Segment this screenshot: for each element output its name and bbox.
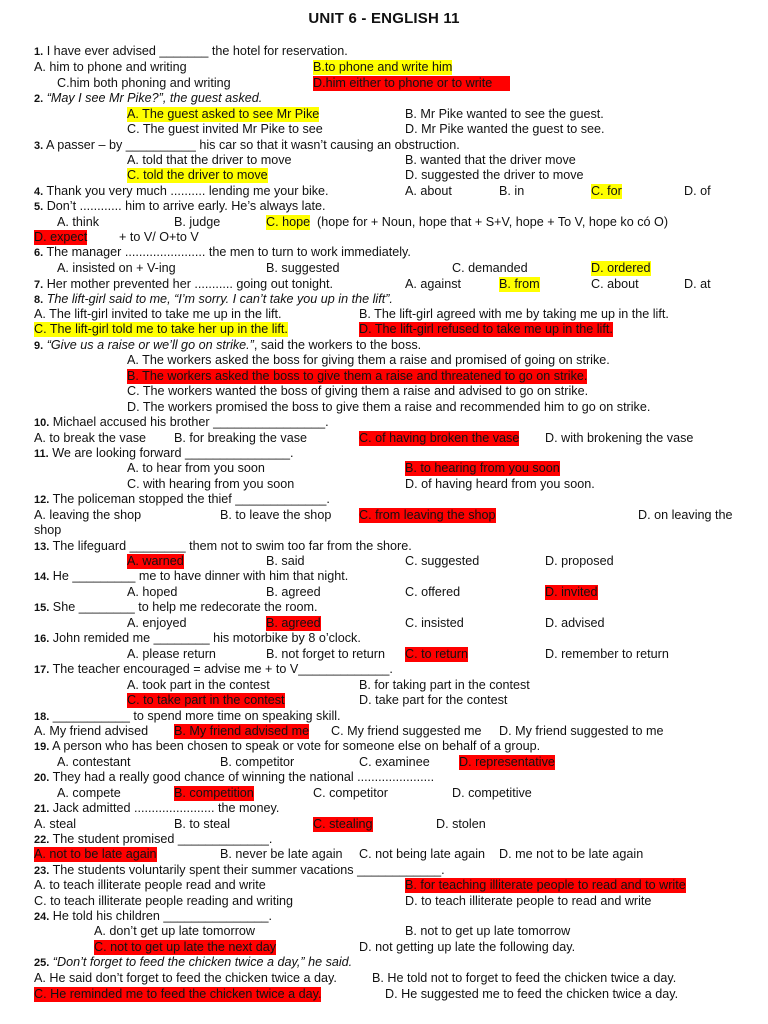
question-text: Michael accused his brother ________________. [52, 415, 329, 429]
option[interactable]: B. to steal [174, 817, 231, 831]
option[interactable]: B. wanted that the driver move [405, 153, 576, 167]
question-number: 3. [34, 140, 44, 152]
option[interactable]: B. not to get up late tomorrow [405, 924, 571, 938]
question-5-stem [34, 199, 325, 215]
option-highlight-red[interactable]: B. competition [174, 786, 254, 800]
question-17-stem [34, 662, 393, 678]
option[interactable]: D. The workers promised the boss to give them a raise and recommended him to go on strike. [127, 400, 651, 414]
option[interactable]: A. told that the driver to move [127, 153, 292, 167]
option[interactable]: A. He said don’t forget to feed the chicken twice a day. [34, 971, 337, 985]
option[interactable]: C. with hearing from you soon [127, 477, 295, 491]
question-text: The lift-girl said to me, “I’m sorry. I can’t take you up in the lift”. [46, 292, 393, 306]
option[interactable]: B. for breaking the vase [174, 431, 308, 445]
question-number: 21. [34, 803, 50, 815]
question-number: 9. [34, 340, 44, 352]
option[interactable]: A. contestant [57, 755, 131, 769]
question-11-stem [34, 446, 294, 462]
option[interactable]: B. to leave the shop [220, 508, 332, 522]
option[interactable]: B. for taking part in the contest [359, 678, 530, 692]
question-number: 6. [34, 247, 44, 259]
option[interactable]: A. to break the vase [34, 431, 147, 445]
question-text: He told his children _______________. [52, 909, 272, 923]
question-text: A passer – by __________ his car so that it wasn’t causing an obstruction. [46, 138, 460, 152]
question-20-stem [34, 770, 434, 786]
option-wrap: shop [34, 523, 62, 537]
option-highlight-red[interactable]: C. not to get up late the next day [94, 940, 277, 954]
option[interactable]: D. take part for the contest [359, 693, 508, 707]
option[interactable]: D. me not to be late again [499, 847, 644, 861]
question-text: I have ever advised _______ the hotel for reservation. [46, 44, 348, 58]
option-highlight-red[interactable]: B. for teaching illiterate people to read and to write [405, 878, 686, 892]
question-text: Thank you very much .......... lending me your bike. [46, 184, 329, 198]
option-highlight-red[interactable]: B. The workers asked the boss to give them a raise and threatened to go on strike. [127, 369, 588, 383]
option[interactable]: B. Mr Pike wanted to see the guest. [405, 107, 604, 121]
question-6-stem [34, 245, 411, 261]
option[interactable]: C. suggested [405, 554, 480, 568]
option[interactable]: D. suggested the driver to move [405, 168, 584, 182]
question-24-stem [34, 909, 272, 925]
question-number: 4. [34, 186, 44, 198]
option-highlight-red[interactable]: B. to hearing from you soon [405, 461, 560, 475]
option-highlight-yellow[interactable]: C. for [591, 184, 622, 198]
option-highlight-yellow[interactable]: D. ordered [591, 261, 651, 275]
option[interactable]: A. him to phone and writing [34, 60, 187, 74]
question-8-stem [34, 292, 393, 308]
option-highlight-red[interactable]: B. My friend advised me [174, 724, 310, 738]
option-highlight-red[interactable]: C. from leaving the shop [359, 508, 496, 522]
option[interactable]: B. not forget to return [266, 647, 386, 661]
option-highlight-red[interactable]: D. representative [459, 755, 555, 769]
option[interactable]: A. steal [34, 817, 76, 831]
question-number: 24. [34, 911, 50, 923]
question-number: 14. [34, 571, 50, 583]
question-number: 18. [34, 711, 50, 723]
option[interactable]: B. judge [174, 215, 221, 229]
option[interactable]: B. said [266, 554, 305, 568]
option[interactable]: C. about [591, 277, 639, 291]
question-13-stem [34, 539, 412, 555]
question-3-stem [34, 138, 460, 154]
option-highlight-red[interactable]: B. agreed [266, 616, 321, 630]
option-highlight-red[interactable]: A. warned [127, 554, 184, 568]
option[interactable]: D. not getting up late the following day. [359, 940, 576, 954]
option[interactable]: C. not being late again [359, 847, 486, 861]
option[interactable]: C. The guest invited Mr Pike to see [127, 122, 323, 136]
option[interactable]: C. My friend suggested me [331, 724, 482, 738]
question-18-stem [34, 709, 341, 725]
question-text: John remided me ________ his motorbike by 8 o’clock. [52, 631, 361, 645]
question-text: She ________ to help me redecorate the room. [52, 600, 318, 614]
option[interactable]: A. don’t get up late tomorrow [94, 924, 256, 938]
option-highlight-red[interactable]: D. The lift-girl refused to take me up in the lift. [359, 322, 613, 336]
question-1-stem [34, 44, 348, 60]
question-text: “Don’t forget to feed the chicken twice a day,” he said. [52, 955, 353, 969]
question-16-stem [34, 631, 361, 647]
option[interactable]: D. advised [545, 616, 605, 630]
option[interactable]: B. agreed [266, 585, 321, 599]
question-number: 5. [34, 201, 44, 213]
option-highlight-red[interactable]: D. invited [545, 585, 598, 599]
grammar-note: + to V/ O+to V [119, 230, 199, 244]
question-text: , said the workers to the boss. [253, 338, 422, 352]
option[interactable]: A. The workers asked the boss for giving them a raise and promised of going on strike. [127, 353, 610, 367]
option[interactable]: D. to teach illiterate people to read and write [405, 894, 652, 908]
question-number: 15. [34, 602, 50, 614]
option[interactable]: D. My friend suggested to me [499, 724, 664, 738]
option-highlight-red[interactable]: C. He reminded me to feed the chicken twice a day. [34, 987, 322, 1001]
question-text: “May I see Mr Pike?”, the guest asked. [46, 91, 263, 105]
question-text: The students voluntarily spent their summer vacations ____________. [52, 863, 445, 877]
question-23-stem [34, 863, 445, 879]
question-number: 2. [34, 93, 44, 105]
option[interactable]: C. to teach illiterate people reading and writing [34, 894, 294, 908]
option[interactable]: D. of having heard from you soon. [405, 477, 595, 491]
option[interactable]: C. demanded [452, 261, 528, 275]
option-highlight-red[interactable]: C. stealing [313, 817, 373, 831]
option[interactable]: C.him both phoning and writing [57, 76, 231, 90]
option-highlight-red[interactable]: D.him either to phone or to write [313, 76, 510, 91]
option[interactable]: A. think [57, 215, 99, 229]
option[interactable]: D. on leaving the [638, 508, 733, 522]
option[interactable]: D. proposed [545, 554, 614, 568]
question-number: 10. [34, 417, 50, 429]
question-9-stem [34, 338, 421, 354]
question-quote: “Give us a raise or we’ll go on strike.” [46, 338, 254, 352]
question-number: 8. [34, 294, 44, 306]
question-15-stem [34, 600, 317, 616]
question-number: 19. [34, 741, 50, 753]
question-text: The lifeguard ________ them not to swim too far from the shore. [52, 539, 412, 553]
question-text: They had a really good chance of winning the national ...................... [52, 770, 435, 784]
option[interactable]: D. Mr Pike wanted the guest to see. [405, 122, 605, 136]
option[interactable]: B. suggested [266, 261, 340, 275]
question-number: 1. [34, 46, 44, 58]
option[interactable]: A. insisted on + V-ing [57, 261, 176, 275]
option[interactable]: C. The workers wanted the boss of giving them a raise and advised to go on strike. [127, 384, 589, 398]
option-highlight-red[interactable]: C. to take part in the contest [127, 693, 285, 707]
option[interactable]: D. stolen [436, 817, 486, 831]
option-highlight-red[interactable]: A. not to be late again [34, 847, 157, 861]
question-text: He _________ me to have dinner with him that night. [52, 569, 349, 583]
option[interactable]: B. The lift-girl agreed with me by taking me up in the lift. [359, 307, 669, 321]
question-number: 22. [34, 834, 50, 846]
option[interactable]: A. took part in the contest [127, 678, 270, 692]
option[interactable]: C. insisted [405, 616, 464, 630]
option[interactable]: A. please return [127, 647, 216, 661]
option[interactable]: D. with brokening the vase [545, 431, 694, 445]
grammar-note: (hope for + Noun, hope that + S+V, hope + To V, hope ko có O) [317, 215, 669, 229]
question-number: 25. [34, 957, 50, 969]
question-text: Her mother prevented her ........... going out tonight. [46, 277, 334, 291]
question-4-stem [34, 184, 329, 200]
question-text: We are looking forward _______________. [52, 446, 294, 460]
question-text: Jack admitted ....................... the money. [52, 801, 280, 815]
option-highlight-red[interactable]: C. of having broken the vase [359, 431, 520, 445]
option[interactable]: D. remember to return [545, 647, 669, 661]
option[interactable]: A. to hear from you soon [127, 461, 265, 475]
question-19-stem [34, 739, 540, 755]
option-highlight-yellow[interactable]: B. from [499, 277, 540, 291]
option[interactable]: A. to teach illiterate people read and write [34, 878, 266, 892]
option[interactable]: C. competitor [313, 786, 388, 800]
option-highlight-yellow[interactable]: C. hope [266, 215, 311, 229]
question-text: The policeman stopped the thief _____________. [52, 492, 330, 506]
question-22-stem [34, 832, 272, 848]
option[interactable]: A. against [405, 277, 462, 291]
question-text: Don’t ............ him to arrive early. He’s always late. [46, 199, 326, 213]
option-highlight-red[interactable]: C. to return [405, 647, 468, 661]
question-text: A person who has been chosen to speak or vote for someone else on behalf of a group. [52, 739, 541, 753]
option-highlight-yellow[interactable]: A. The guest asked to see Mr Pike [127, 107, 320, 121]
question-number: 7. [34, 279, 44, 291]
question-number: 20. [34, 772, 50, 784]
option-highlight-red[interactable]: D. expect [34, 230, 88, 244]
page-title: UNIT 6 - ENGLISH 11 [308, 10, 460, 27]
option[interactable]: A. enjoyed [127, 616, 187, 630]
question-text: ___________ to spend more time on speaking skill. [52, 709, 341, 723]
question-25-stem [34, 955, 352, 971]
option[interactable]: A. The lift-girl invited to take me up in the lift. [34, 307, 282, 321]
question-number: 16. [34, 633, 50, 645]
question-21-stem [34, 801, 279, 817]
option[interactable]: A. leaving the shop [34, 508, 142, 522]
question-12-stem [34, 492, 330, 508]
option[interactable]: B. competitor [220, 755, 295, 769]
option[interactable]: A. compete [57, 786, 121, 800]
option[interactable]: A. hoped [127, 585, 178, 599]
option[interactable]: A. about [405, 184, 452, 198]
question-2-stem [34, 91, 262, 107]
option-highlight-yellow[interactable]: C. The lift-girl told me to take her up in the lift. [34, 322, 288, 336]
question-7-stem [34, 277, 333, 293]
question-14-stem [34, 569, 348, 585]
option[interactable]: B. never be late again [220, 847, 343, 861]
question-number: 13. [34, 541, 50, 553]
question-number: 23. [34, 865, 50, 877]
option[interactable]: C. offered [405, 585, 461, 599]
option[interactable]: B. He told not to forget to feed the chicken twice a day. [372, 971, 677, 985]
option-highlight-yellow[interactable]: C. told the driver to move [127, 168, 268, 182]
question-text: The teacher encouraged = advise me + to V_____________. [52, 662, 393, 676]
option-highlight-yellow[interactable]: B.to phone and write him [313, 60, 453, 74]
question-number: 12. [34, 494, 50, 506]
option[interactable]: D. competitive [452, 786, 532, 800]
option[interactable]: D. at [684, 277, 711, 291]
option[interactable]: A. My friend advised [34, 724, 149, 738]
option[interactable]: B. in [499, 184, 525, 198]
option[interactable]: D. He suggested me to feed the chicken twice a day. [385, 987, 679, 1001]
option[interactable]: D. of [684, 184, 711, 198]
question-number: 17. [34, 664, 50, 676]
question-text: The manager ....................... the men to turn to work immediately. [46, 245, 411, 259]
question-text: The student promised _____________. [52, 832, 273, 846]
question-10-stem [34, 415, 329, 431]
option[interactable]: C. examinee [359, 755, 430, 769]
question-number: 11. [34, 448, 49, 460]
